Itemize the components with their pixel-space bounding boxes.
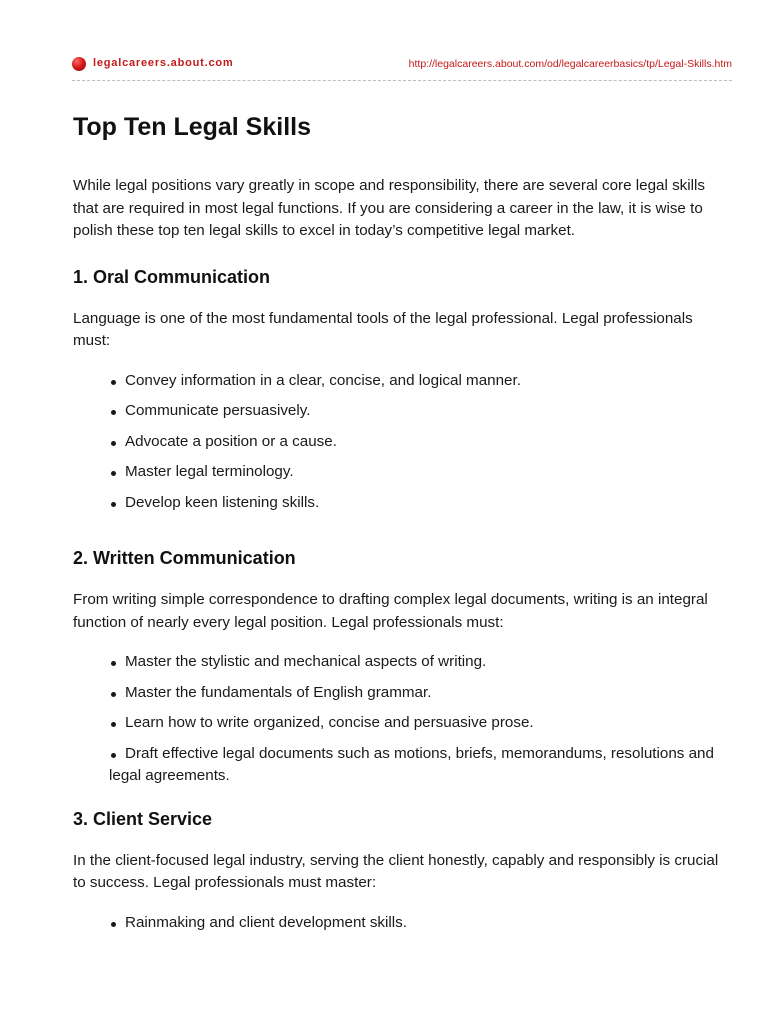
bullet-list [73,912,732,935]
bullet-icon [111,692,116,697]
list-item: Develop keen listening skills. [73,492,732,515]
list-item: Advocate a position or a cause. [73,431,732,454]
site-name[interactable]: legalcareers.about.com [93,57,234,69]
list-item: Convey information in a clear, concise, and logical manner. [73,370,732,393]
section-body: From writing simple correspondence to drafting complex legal documents, writing is an integral function of nearly every legal position. Legal professionals must: [73,591,708,631]
list-item: Communicate persuasively. [73,400,732,423]
bullet-icon [111,471,116,476]
list-item: Rainmaking and client development skills. [73,912,732,935]
bullet-icon [111,441,116,446]
bullet-icon [111,922,116,927]
section-body: In the client-focused legal industry, serving the client honestly, capably and responsibly is crucial to success. Legal professionals must master: [73,851,719,891]
list-item: Learn how to write organized, concise and persuasive prose. [73,712,732,735]
section-heading-written-communication: 2. Written Communication [73,548,296,568]
section-body: Language is one of the most fundamental tools of the legal professional. Legal professionals must: [73,309,693,349]
page-header [72,56,732,74]
bullet-icon [111,410,116,415]
bullet-icon [111,722,116,727]
list-item: Draft effective legal documents such as motions, briefs, memorandums, resolutions and legal agreements. [109,744,714,784]
section-heading-client-service: 3. Client Service [73,808,213,829]
section-heading-oral-communication: 1. Oral Communication [73,266,271,287]
intro-paragraph: While legal positions vary greatly in scope and responsibility, there are several core legal skills that are required in most legal functions. If you are considering a career in the law, it is wise to polish these top ten legal skills to excel in today’s competitive legal market. [73,177,705,239]
list-item: Master the fundamentals of English grammar. [73,682,732,705]
page-url-link[interactable]: http://legalcareers.about.com/od/legalcareerbasics/tp/Legal-Skills.htm [408,58,732,70]
list-item: Master legal terminology. [73,461,732,484]
bullet-icon [111,661,116,666]
bullet-list [73,370,732,515]
bullet-icon [111,753,116,758]
site-logo-icon [72,57,86,71]
bullet-icon [111,502,116,507]
page-title: Top Ten Legal Skills [73,113,312,141]
article [73,110,732,934]
bullet-list [73,651,732,788]
header-divider [72,80,732,81]
list-item: Master the stylistic and mechanical aspects of writing. [73,651,732,674]
bullet-icon [111,380,116,385]
